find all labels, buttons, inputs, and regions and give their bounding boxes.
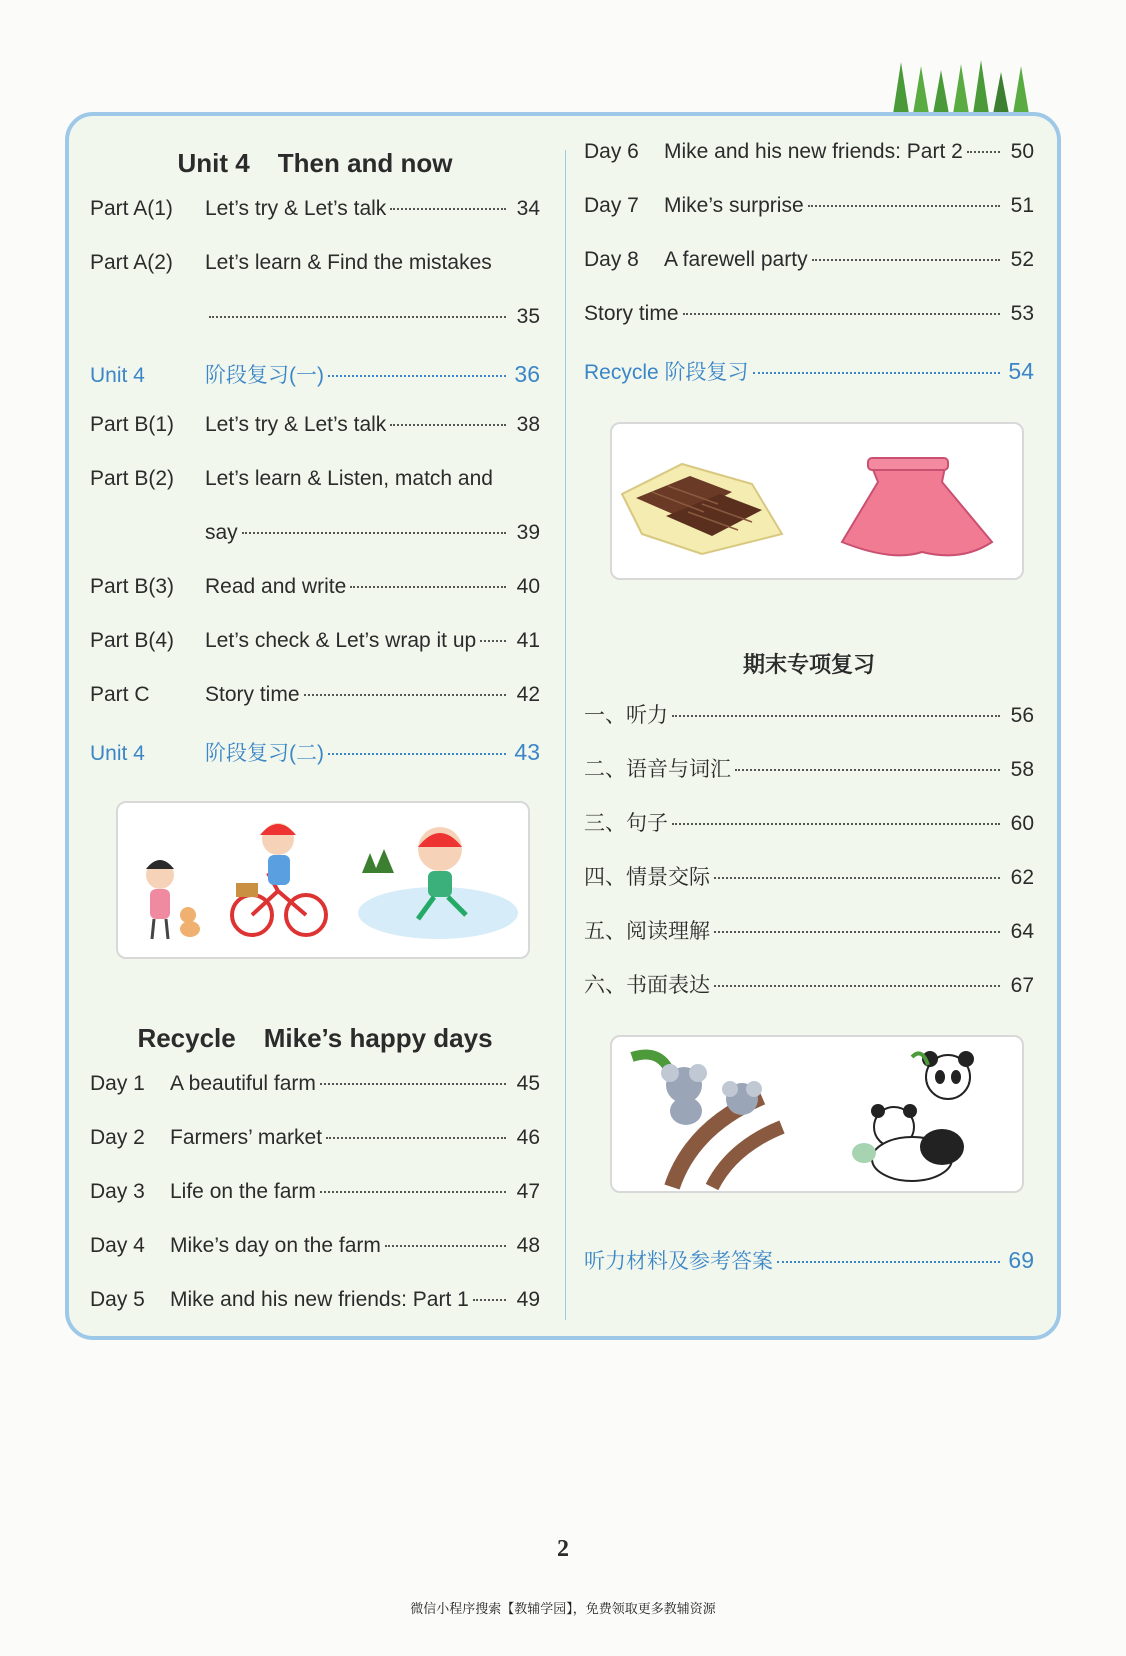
- toc-review-entry[interactable]: Unit 4 阶段复习(一) 36: [90, 361, 540, 387]
- recycle-title: Recycle Mike’s happy days: [137, 1023, 493, 1053]
- toc-entry[interactable]: Day 6 Mike and his new friends: Part 2 50: [584, 140, 1034, 163]
- toc-entry[interactable]: Story time 53: [584, 302, 1034, 325]
- left-column: [90, 140, 540, 1342]
- toc-entry[interactable]: Day 4 Mike’s day on the farm 48: [90, 1234, 540, 1257]
- pine-trees-icon: [893, 58, 1033, 114]
- column-divider: [565, 150, 566, 1320]
- toc-entry[interactable]: Day 5 Mike and his new friends: Part 1 49: [90, 1288, 540, 1311]
- toc-entry[interactable]: Day 7 Mike’s surprise 51: [584, 194, 1034, 217]
- toc-entry[interactable]: 六、书面表达 67: [584, 974, 1034, 997]
- right-column: [584, 140, 1034, 1299]
- kids-illustration: [116, 801, 530, 959]
- toc-entry[interactable]: Part B(2) Let’s learn & Listen, match and: [90, 467, 493, 490]
- toc-review-entry[interactable]: Unit 4 阶段复习(二) 43: [90, 739, 540, 765]
- toc-entry[interactable]: Part C Story time 42: [90, 683, 540, 706]
- page-number: 2: [557, 1536, 569, 1562]
- toc-entry[interactable]: Day 8 A farewell party 52: [584, 248, 1034, 271]
- koala-panda-illustration: [610, 1035, 1024, 1193]
- toc-entry[interactable]: 二、语音与词汇 58: [584, 758, 1034, 781]
- chocolate-skirt-illustration: [610, 422, 1024, 580]
- toc-entry[interactable]: 一、听力 56: [584, 704, 1034, 727]
- toc-entry[interactable]: Day 3 Life on the farm 47: [90, 1180, 540, 1203]
- toc-entry[interactable]: 四、情景交际 62: [584, 866, 1034, 889]
- final-review-title: 期末专项复习: [742, 652, 875, 677]
- toc-entry-continued[interactable]: 35: [90, 305, 540, 359]
- toc-entry[interactable]: Part A(1) Let’s try & Let’s talk 34: [90, 197, 540, 220]
- toc-entry[interactable]: Day 1 A beautiful farm 45: [90, 1072, 540, 1095]
- toc-entry[interactable]: 五、阅读理解 64: [584, 920, 1034, 943]
- toc-entry-continued[interactable]: say 39: [205, 521, 540, 544]
- toc-entry[interactable]: Day 2 Farmers’ market 46: [90, 1126, 540, 1149]
- footer-note: 微信小程序搜索【教辅学园】，免费领取更多教辅资源: [410, 1601, 716, 1616]
- toc-answers-entry[interactable]: 听力材料及参考答案 69: [584, 1247, 1034, 1273]
- toc-entry[interactable]: Part B(4) Let’s check & Let’s wrap it up 41: [90, 629, 540, 652]
- toc-entry[interactable]: Part B(1) Let’s try & Let’s talk 38: [90, 413, 540, 436]
- toc-entry[interactable]: 三、句子 60: [584, 812, 1034, 835]
- toc-entry[interactable]: Part A(2) Let’s learn & Find the mistakes: [90, 251, 492, 274]
- toc-entry[interactable]: Part B(3) Read and write 40: [90, 575, 540, 598]
- unit4-title: Unit 4 Then and now: [177, 148, 453, 178]
- toc-review-entry[interactable]: Recycle 阶段复习 54: [584, 358, 1034, 384]
